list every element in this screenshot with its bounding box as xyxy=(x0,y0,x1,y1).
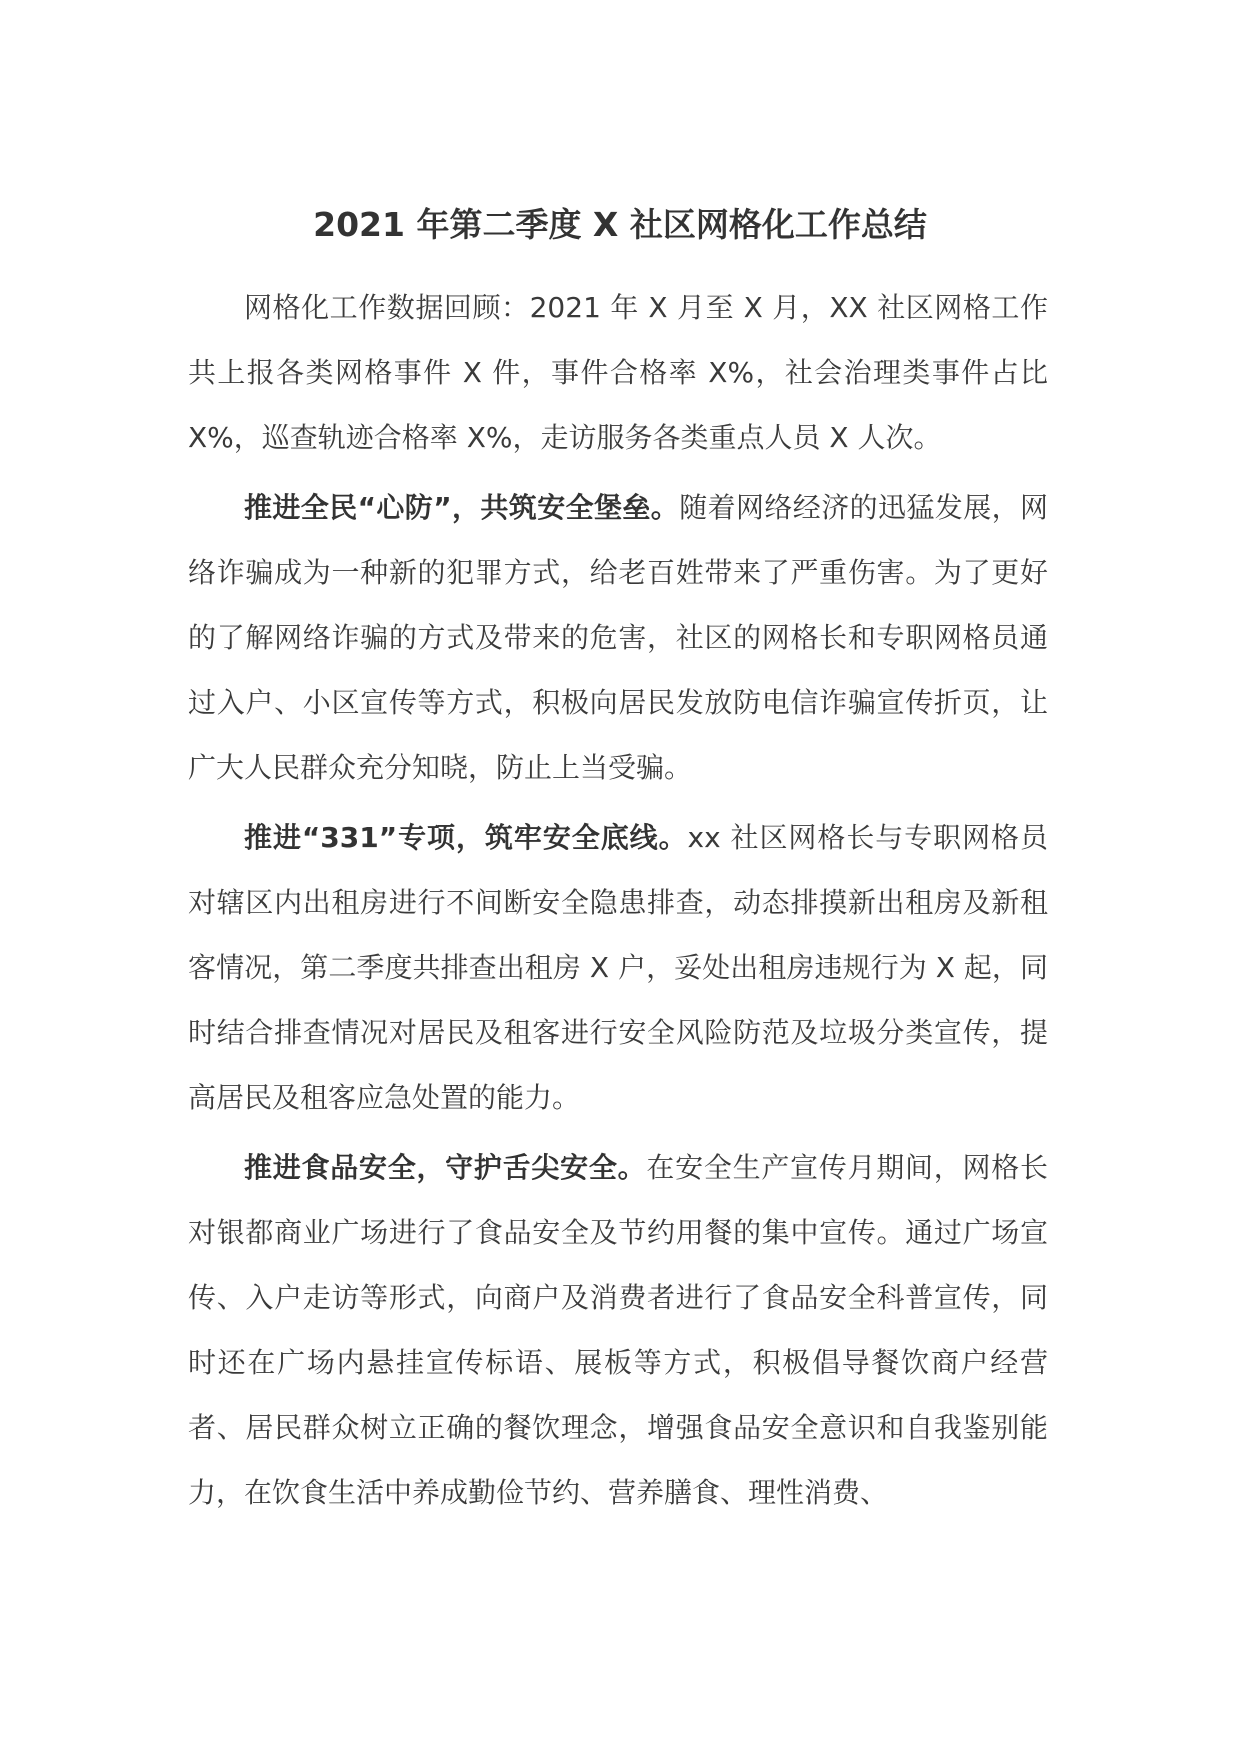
paragraph-text: 网格化工作数据回顾：2021 年 X 月至 X 月，XX 社区网格工作共上报各类网格事件 X 件，事件合格率 X%，社会治理类事件占比 X%，巡查轨迹合格率 X%，走访服务各类重点人员 X 人次。 xyxy=(188,291,1048,454)
paragraph-lead: 推进“331”专项，筑牢安全底线。 xyxy=(244,821,688,854)
paragraph-text: 在安全生产宣传月期间，网格长对银都商业广场进行了食品安全及节约用餐的集中宣传。通过广场宣传、入户走访等形式，向商户及消费者进行了食品安全科普宣传，同时还在广场内悬挂宣传标语、展板等方式，积极倡导餐饮商户经营者、居民群众树立正确的餐饮理念，增强食品安全意识和自我鉴别能力，在饮食生活中养成勤俭节约、营养膳食、理性消费、 xyxy=(188,1151,1048,1509)
paragraph-331-project xyxy=(188,805,1048,1130)
paragraph-data-review xyxy=(188,275,1048,470)
document-title: 2021 年第二季度 X 社区网格化工作总结 xyxy=(313,205,927,244)
paragraph-food-safety xyxy=(188,1135,1048,1525)
document-body xyxy=(188,275,1048,1530)
paragraph-text: xx 社区网格长与专职网格员对辖区内出租房进行不间断安全隐患排查，动态排摸新出租房及新租客情况，第二季度共排查出租房 X 户，妥处出租房违规行为 X 起，同时结合排查情况对居民及租客进行安全风险防范及垃圾分类宣传，提高居民及租客应急处置的能力。 xyxy=(188,821,1048,1114)
paragraph-anti-fraud xyxy=(188,475,1048,800)
paragraph-lead: 推进食品安全，守护舌尖安全。 xyxy=(244,1151,647,1184)
paragraph-text: 随着网络经济的迅猛发展，网络诈骗成为一种新的犯罪方式，给老百姓带来了严重伤害。为了更好的了解网络诈骗的方式及带来的危害，社区的网格长和专职网格员通过入户、小区宣传等方式，积极向居民发放防电信诈骗宣传折页，让广大人民群众充分知晓，防止上当受骗。 xyxy=(188,491,1048,784)
paragraph-lead: 推进全民“心防”，共筑安全堡垒。 xyxy=(244,491,680,524)
